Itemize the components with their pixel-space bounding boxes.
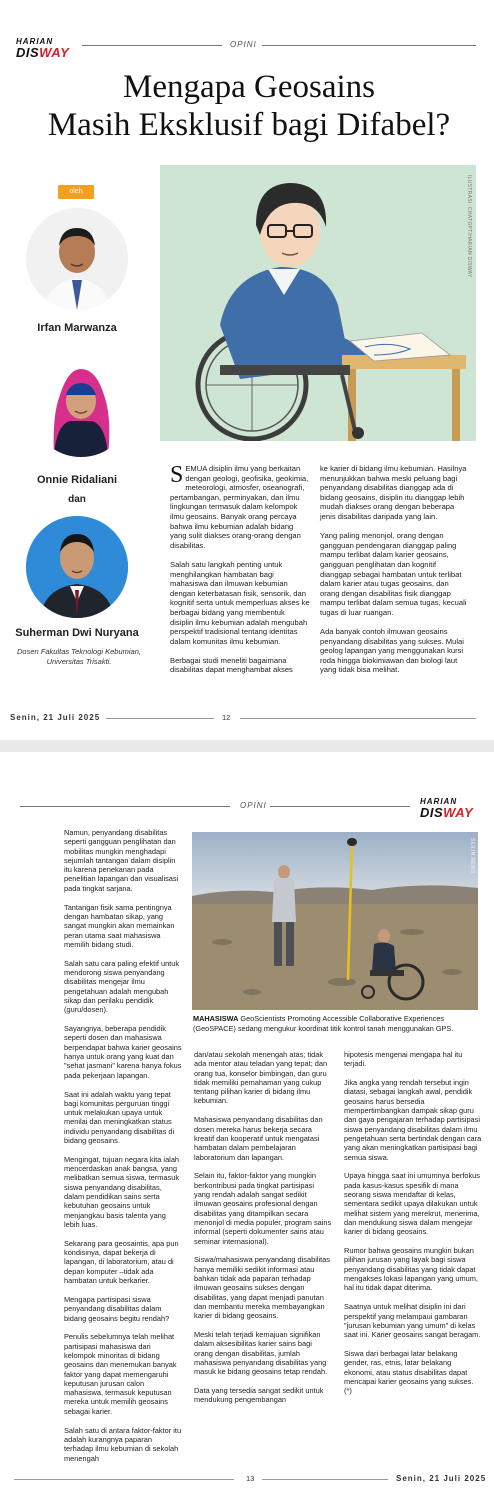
- body-paragraph: Saat ini adalah waktu yang tepat bagi komunitas perguruan tinggi untuk melakukan upaya untuk menilai dan meningkatkan status individu penyandang disabilitas di bidang geosains.: [64, 1089, 175, 1145]
- body-paragraph: Upaya hingga saat ini umumnya berfokus pada kasus-kasus spesifik di mana seorang siswa mendaftar di kelas, sementara sedikit upaya dilakukan untuk melihat sistem yang merekrut, menerima, dan mendukung siswa dalam mengejar karier di bidang geosains.: [344, 1171, 480, 1237]
- article-title-line2: Masih Eksklusif bagi Difabel?: [47, 107, 451, 143]
- body-paragraph: ke karier di bidang ilmu kebumian. Hasilnya menunjukkan bahwa meski peluang bagi penyandang disabilitas dianggap ada di bidang geosains, disiplin itu dianggap lebih mudah diakses orang dengan beberapa jenis disabilitas daripada yang lain.: [320, 464, 467, 521]
- body-paragraph: Salah satu cara paling efektif untuk mendorong siswa penyandang disabilitas mengejar ilmu pengetahuan adalah mengubah sikap dan perilaku pendidik (guru/dosen).: [64, 958, 180, 1015]
- header-rule-right: [270, 806, 410, 807]
- body-paragraph: Saatnya untuk melihat disiplin ini dari perspektif yang melampaui gambaran "jurusan kebumian yang umum" di kelas saat ini. Karier geosains sangat beragam.: [344, 1302, 481, 1340]
- photo-caption: MAHASISWA GeoScientists Promoting Accessible Collaborative Experiences (GeoSPACE) sedang mengukur koordinat titik kontrol tanah menggunakan GPS.: [193, 1014, 454, 1033]
- body-paragraph: Siswa dari berbagai latar belakang gender, ras, etnis, latar belakang ekonomi, atau status disabilitas dapat mencapai karier geosains yang sukses. (*): [344, 1348, 474, 1396]
- author-name-2: Onnie Ridaliani: [36, 474, 118, 486]
- footer-rule-right: [240, 718, 476, 719]
- body-paragraph: Sekarang para geosaintis, apa pun kondisinya, dapat bekerja di lapangan, di laboratorium, atau di depan komputer –tidak ada hambatan untuk berkarier.: [64, 1238, 179, 1286]
- body-paragraph: Meski telah terjadi kemajuan signifikan dalam aksesibilitas karier sains bagi orang dengan disabilitas, jumlah mahasiswa penyandang disabilitas yang masuk ke bidang geosains tetap rendah.: [194, 1330, 328, 1377]
- conjunction-and: dan: [68, 494, 86, 505]
- author-photo-suherman: [26, 516, 128, 618]
- harian-disway-logo: HARIAN DISWAY: [420, 797, 474, 820]
- body-paragraph: Rumor bahwa geosains mungkin bukan pilihan jurusan yang layak bagi siswa penyandang disabilitas yang tidak dapat mengakses lokasi lapangan yang umum, hal itu tidak dapat diterima.: [344, 1246, 478, 1293]
- harian-disway-logo: HARIAN DISWAY: [16, 37, 70, 60]
- body-column-middle: [194, 1050, 332, 1414]
- author-affiliation-line1: Dosen Fakultas Teknologi Kebumian,: [17, 647, 141, 656]
- page-number: 12: [222, 713, 231, 722]
- field-gps-photo: [192, 832, 478, 1010]
- author-photo-irfan: [26, 208, 128, 310]
- body-paragraph: Data yang tersedia sangat sedikit untuk mendukung pengembangan: [194, 1386, 324, 1405]
- article-title-line1: Mengapa Geosains: [122, 69, 375, 105]
- rubric-label: OPINI: [230, 40, 257, 49]
- body-paragraph: Salah satu langkah penting untuk menghilangkan hambatan bagi mahasiswa dan ilmuwan kebumian dengan keterbatasan fisik, sensorik, dan kognitif serta untuk memperluas akses ke berbagai bidang yang membentuk disiplin ilmu kebumian adalah mengubah perspektif tradisional tentang identitas dalam komunitas ilmu kebumian.: [170, 559, 310, 646]
- body-paragraph: Jika angka yang rendah tersebut ingin diatasi, sebagai langkah awal, pendidik geosains harus bersedia mempertimbangkan dampak sikap guru dan gaya pengajaran terhadap partisipasi siswa penyandang disabilitas dalam ilmu pengetahuan serta bertindak dengan cara yang akan meningkatkan partisipasi bagi semua siswa.: [344, 1078, 482, 1162]
- rubric-label: OPINI: [240, 801, 267, 810]
- body-column-2: [320, 464, 468, 685]
- author-affiliation-line2: Universitas Trisakti.: [46, 657, 112, 666]
- footer-rule-left: [106, 718, 214, 719]
- wheelchair-student-illustration: [160, 165, 476, 441]
- footer-rule-right: [262, 1479, 388, 1480]
- footer-date: Senin, 21 Juli 2025: [10, 713, 101, 722]
- byline-label: oleh: [58, 185, 94, 199]
- illustration-credit: ILUSTRASI: CHATGPT/HARIAN DISWAY: [466, 175, 472, 278]
- body-paragraph: Salah satu di antara faktor-faktor itu adalah kurangnya paparan terhadap ilmu kebumian di sekolah menengah: [64, 1425, 182, 1463]
- body-paragraph: Sayangnya, beberapa pendidik seperti dosen dan mahasiswa berpendapat bahwa karier geosains hanya untuk orang yang kuat dan "sehat jasmani" karena hanya fokus pada pekerjaan lapangan.: [64, 1024, 182, 1080]
- body-paragraph: Siswa/mahasiswa penyandang disabilitas hanya memiliki sedikit informasi atau bahkan tidak ada paparan terhadap ilmuwan geosains sukses dengan disabilitas, yang dapat menjadi panutan dan membantu mereka membayangkan karier di bidang geosains.: [194, 1255, 330, 1321]
- body-paragraph: Mahasiswa penyandang disabilitas dan dosen mereka harus bekerja secara kreatif dan kooperatif untuk mengatasi hambatan dalam pembelajaran laboratorium dan lapangan.: [194, 1115, 323, 1162]
- body-column-right: [344, 1050, 482, 1405]
- body-paragraph: Berbagai studi meneliti bagaimana disabilitas dapat menghambat akses: [170, 655, 293, 675]
- body-paragraph: SEMUA disiplin ilmu yang berkaitan dengan geologi, geofisika, geokimia, meteorologi, atmosfer, oseanografi, pertambangan, perminyakan, dan ilmu lingkungan termasuk dalam kelompok ilmu geosains. Banyak orang percaya bahwa ilmu kebumian adalah bidang yang sulit diakses orang-orang dengan disabilitas.: [170, 462, 309, 550]
- body-paragraph: Namun, penyandang disabilitas seperti gangguan penglihatan dan mobilitas mungkin menghadapi sejumlah tantangan dalam disiplin itu karena penekanan pada penelitian lapangan dan visualisasi pada tingkat sarjana.: [64, 828, 179, 893]
- body-paragraph: Mengapa partisipasi siswa penyandang disabilitas dalam bidang geosains begitu rendah?: [64, 1294, 170, 1323]
- photo-credit: SEILIN.NEWS: [469, 838, 475, 874]
- footer-date: Senin, 21 Juli 2025: [396, 1474, 487, 1483]
- body-paragraph: Yang paling menonjol, orang dengan gangguan pendengaran dianggap paling mampu terlibat dalam karier geosains, gangguan penglihatan dan kognitif dianggap sebagai hambatan untuk terlibat dalam karier atau tugas geosains, dan orang dengan disabilitas fisik dianggap mampu terlibat dalam semua tugas, kecuali tugas di luar ruangan.: [320, 531, 467, 617]
- page-number: 13: [246, 1474, 255, 1483]
- page-12: [0, 0, 494, 740]
- body-paragraph: Ada banyak contoh ilmuwan geosains penyandang disabilitas yang sukses. Mulai geolog lapangan yang menggunakan kursi roda hingga biokimiawan dan biologi laut yang tidak bisa melihat.: [320, 627, 464, 675]
- author-name-3: Suherman Dwi Nuryana: [15, 627, 139, 639]
- body-paragraph: dan/atau sekolah menengah atas; tidak ada mentor atau teladan yang tepat; dan orang tua, konselor bimbingan, dan guru tidak memiliki pemahaman yang cukup tentang pilihan karier di bidang ilmu kebumian.: [194, 1050, 328, 1106]
- body-paragraph: Tantangan fisik sama pentingnya dengan hambatan sikap, yang sangat mungkin akan memainkan peran utama saat mahasiswa memilih bidang studi.: [64, 902, 175, 949]
- header-rule-left: [82, 45, 222, 46]
- footer-rule-left: [14, 1479, 234, 1480]
- body-paragraph: Penulis sebelumnya telah melihat partisipasi mahasiswa dari kelompok minoritas di bidang geosains dan menemukan banyak faktor yang dapat memengaruhi keputusan jurusan calon mahasiswa, termasuk keputusan mereka untuk memilih geosains sebagai karier.: [64, 1332, 177, 1416]
- header-rule-left: [20, 806, 230, 807]
- body-column-1: [170, 464, 310, 685]
- body-column-left: [64, 828, 182, 1472]
- body-paragraph: Mengingat, tujuan negara kita ialah mencerdaskan anak bangsa, yang melibatkan semua siswa, termasuk siswa penyandang disabilitas, dalam pendidikan sains serta kebutuhan geosains untuk menjangkau basis talenta yang lebih luas.: [64, 1154, 180, 1229]
- author-name-1: Irfan Marwanza: [37, 322, 117, 334]
- author-photo-onnie: [30, 355, 132, 457]
- body-paragraph: Selain itu, faktor-faktor yang mungkin berkontribusi pada tingkat partisipasi yang rendah adalah sangat sedikit ilmuwan geosains profesional dengan disabilitas yang ditampilkan secara menonjol di media populer, program sains informal (seperti dokumenter sains atau seminar internasional).: [194, 1171, 332, 1246]
- header-rule-right: [262, 45, 476, 46]
- page-13: [0, 752, 494, 1500]
- body-paragraph: hipotesis mengenai mengapa hal itu terjadi.: [344, 1050, 463, 1069]
- dropcap: S: [170, 462, 184, 488]
